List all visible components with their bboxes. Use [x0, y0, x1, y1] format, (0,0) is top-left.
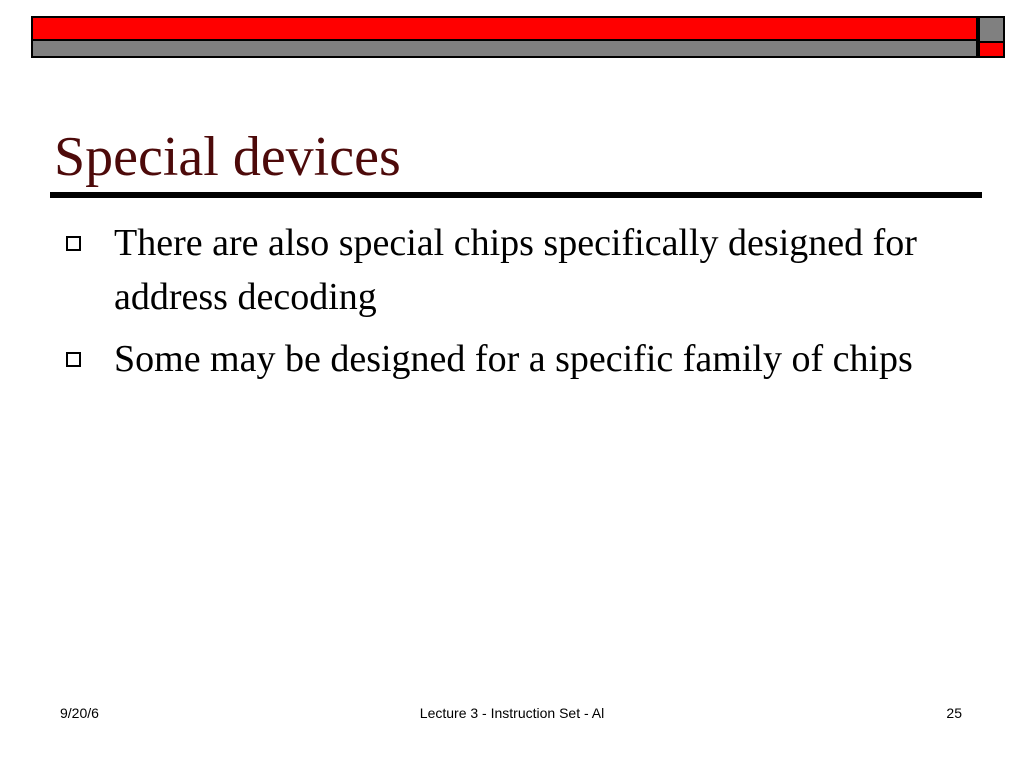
bullet-item: [66, 216, 946, 324]
header-corner-red-square: [978, 41, 1005, 58]
header-corner-gray-square: [978, 16, 1005, 43]
hollow-square-bullet-icon: [66, 236, 81, 251]
title-underline-rule: [50, 192, 982, 198]
bullet-text: There are also special chips specifically designed for address decoding: [114, 222, 917, 318]
footer-page-number: 25: [946, 705, 962, 721]
bullet-list: [66, 216, 946, 394]
header-red-stripe: [33, 18, 976, 41]
header-gray-stripe: [33, 41, 976, 56]
slide-title: Special devices: [54, 126, 401, 188]
bullet-text: Some may be designed for a specific family of chips: [114, 338, 913, 380]
hollow-square-bullet-icon: [66, 352, 81, 367]
footer-lecture-title: Lecture 3 - Instruction Set - Al: [419, 705, 605, 721]
bullet-item: [66, 332, 946, 386]
header-decoration-bar: [31, 16, 978, 58]
footer-date: 9/20/6: [60, 705, 99, 721]
